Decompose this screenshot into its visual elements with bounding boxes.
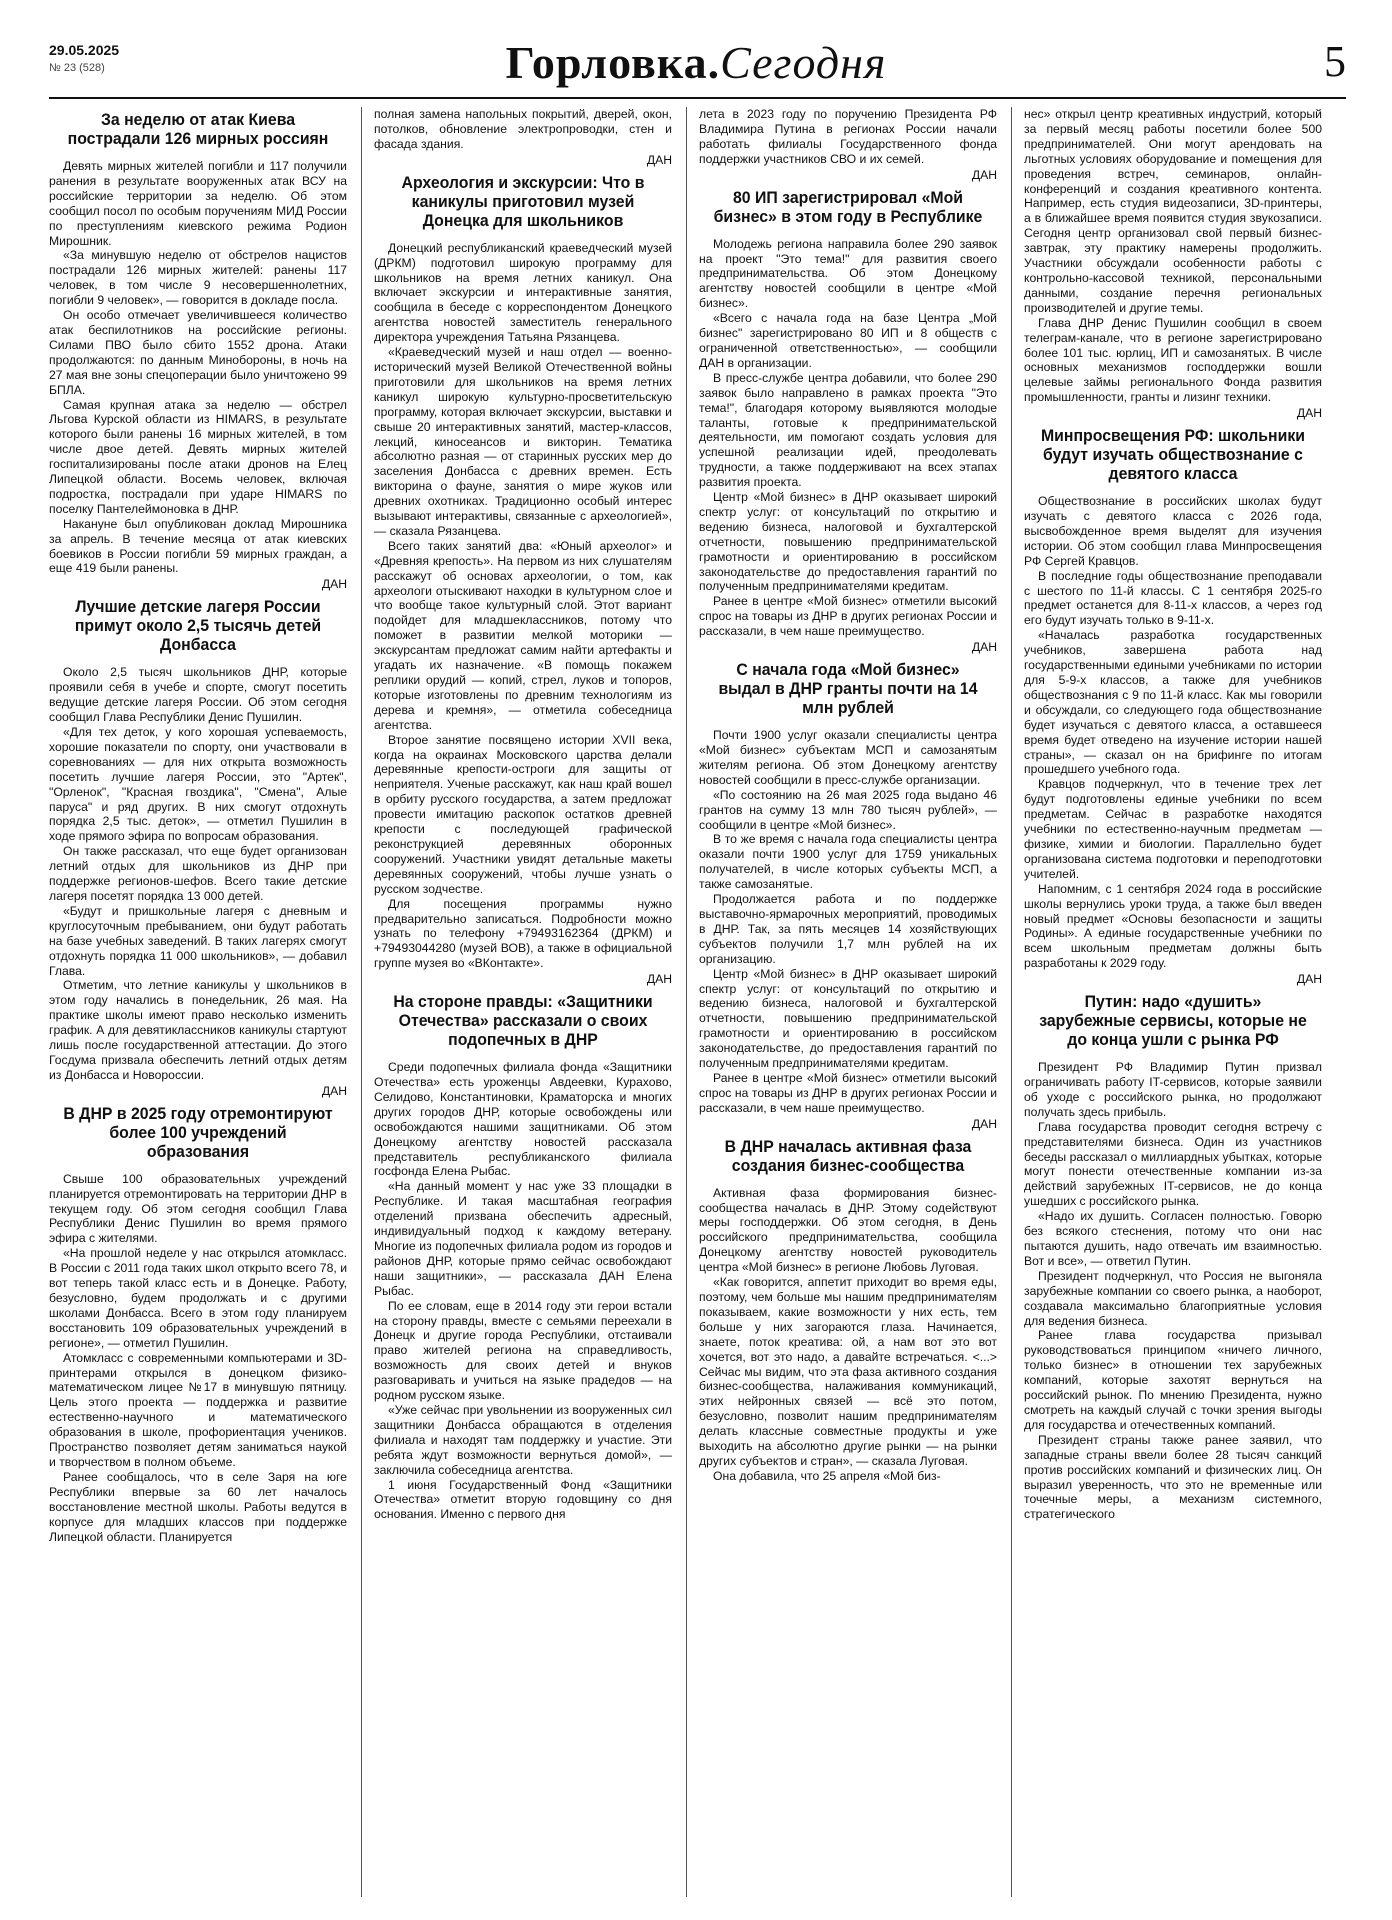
article-paragraph: По ее словам, еще в 2014 году эти герои встали на сторону правды, вместе с семьями переехали в Донецк и другие города Республики, отстаивали право жителей региона на справедливость, возможность для своих детей и внуков разговаривать и учиться на языке прадедов — на родном русском языке.: [374, 1298, 672, 1403]
article: [1024, 107, 1322, 421]
article-paragraph: Ранее в центре «Мой бизнес» отметили высокий спрос на товары из ДНР в других регионах России и рассказали, в чем наше преимущество.: [699, 1070, 997, 1115]
article-paragraph: «Как говорится, аппетит приходит во время еды, поэтому, чем больше мы нашим предпринимателям показываем, какие возможности у них есть, тем больше у них загораются глаза. Начинается, знаете, поток креатива: ой, а нам вот это вот хочется, вот это надо, а давайте встречаться. <...> Сейчас мы видим, что эта фаза активного создания бизнес-сообщества, налаживания коммуникаций, этих нейронных связей — всё это потом, безусловно, позволит нашим предпринимателям делать классные совместные продукты и уже выходить на абсолютно другие рынки — на рынки других субъектов и стран», — сказала Луговая.: [699, 1275, 997, 1468]
article: [374, 174, 672, 987]
article-paragraph: Обществознание в российских школах будут изучать с девятого класса с 2026 года, высвобожденное время выделят для изучения истории. Об этом сообщил глава Минпросвещения РФ Сергей Кравцов.: [1024, 494, 1322, 568]
article-paragraph: Продолжается работа и по поддержке выставочно-ярмарочных мероприятий, проводимых в ДНР. Так, за пять месяцев 14 хозяйствующих субъектов получили 1,7 млн рублей на их организацию.: [699, 892, 997, 966]
article-paragraph: Глава государства проводит сегодня встречу с представителями бизнеса. Один из участников беседы рассказал о миллиардных убытках, которые могут понести отечественные компании из-за действий зарубежных IT-сервисов, не до конца ушедших с российского рынка.: [1024, 1119, 1322, 1209]
article-paragraph: «Уже сейчас при увольнении из вооруженных сил защитники Донбасса обращаются в отделения филиала и находят там поддержку и участие. Эти ребята ждут возможности вернуться домой», — заключила собеседница агентства.: [374, 1402, 672, 1477]
article-paragraph: «Началась разработка государственных учебников, завершена работа над государственными едиными учебниками по истории для 5-9-х классов, а также для учебников обществознания с 9 по 11-й класс. Как мы говорили и обсуждали, со следующего года обществознание будет изучаться с девятого класса, а оставшееся время будет отведено на изучение истории нашей страны», — сказал он на брифинге по итогам прошедшего учебного года.: [1024, 628, 1322, 777]
article-paragraph: «Для тех деток, у кого хорошая успеваемость, хорошие показатели по спорту, они участвовали в соревнованиях — для них открыта возможность посетить лучшие лагеря России, это "Артек", "Орленок", "Красная гвоздика", "Смена", Алые паруса" и ряд других. В них смогут отдохнуть порядка 2,5 тыс. деток», — отметил Пушилин в ходе прямого эфира по вопросам образования.: [49, 725, 347, 844]
article-paragraph: Ранее глава государства призывал руководствоваться принципом «ничего личного, только бизнес» в отношении тех зарубежных компаний, которые захотят вернуться на российский рынок. По мнению Президента, нужно смотреть на каждый случай с точки зрения выгоды для государства и отечественных компаний.: [1024, 1328, 1322, 1432]
article-source: ДАН: [1296, 406, 1322, 421]
article-headline: Лучшие детские лагеря России примут около 2,5 тысячь детей Донбасса: [74, 598, 322, 655]
article-paragraph: «Надо их душить. Согласен полностью. Говорю без всякого стеснения, потому что они нас пытаются душить, надо отвечать им взаимностью. Вот и все», — ответил Путин.: [1024, 1209, 1322, 1268]
column-divider: [361, 107, 362, 1897]
spacer: [49, 1544, 347, 1554]
article: [49, 111, 347, 592]
article-paragraph: Девять мирных жителей погибли и 117 получили ранения в результате вооруженных атак ВСУ на российские территории за неделю. Об этом сообщил посол по особым поручениям МИД России по преступлениям киевского режима Родион Мирошник.: [49, 159, 347, 248]
article-paragraph: «За минувшую неделю от обстрелов нацистов пострадали 126 мирных жителей: ранены 117 человек, в том числе 9 несовершеннолетних, погибли 9 человек», — говорится в докладе посла.: [49, 248, 347, 308]
article-source: ДАН: [321, 577, 347, 592]
page-number: 5: [1324, 37, 1346, 86]
article-paragraph: Активная фаза формирования бизнес-сообщества началась в ДНР. Этому содействуют меры господдержки. Об этом сегодня, в День российского предпринимательства, сообщила Донецкому агентству новостей руководитель центра «Мой бизнес» в регионе Любовь Луговая.: [699, 1185, 997, 1275]
article-paragraph: Около 2,5 тысяч школьников ДНР, которые проявили себя в учебе и спорте, смогут посетить ведущие детские лагеря России. Об этом сегодня сообщил Глава Республики Денис Пушилин.: [49, 665, 347, 725]
article-headline: В ДНР началась активная фаза создания бизнес-сообщества: [724, 1137, 972, 1175]
article-paragraph: полная замена напольных покрытий, дверей, окон, потолков, обновление электропроводки, стен и фасада здания.: [374, 107, 672, 151]
spacer: [1024, 1522, 1322, 1532]
issue-number: № 23 (528): [49, 62, 105, 74]
column-divider: [1011, 107, 1012, 1897]
newspaper-title: [0, 36, 1392, 89]
column-2: [374, 107, 672, 1897]
article-headline: С начала года «Мой бизнес» выдал в ДНР гранты почти на 14 млн рублей: [718, 661, 978, 718]
article-paragraph: Накануне был опубликован доклад Мирошника за апрель. В течение месяца от атак киевских боевиков в России погибли 59 мирных граждан, а еще 419 были ранены.: [49, 516, 347, 576]
article-paragraph: Президент подчеркнул, что Россия не выгоняла зарубежные компании со своего рынка, а наоборот, создавала максимально благоприятные условия для ведения бизнеса.: [1024, 1268, 1322, 1328]
article: [49, 598, 347, 1098]
article-paragraph: Глава ДНР Денис Пушилин сообщил в своем телеграм-канале, что в регионе зарегистрировано более 101 тыс. юрлиц, ИП и самозанятых. В числе основных механизмов господдержки вошли целевые займы регионального Фонда развития промышленности, гранты и лизинг техники.: [1024, 315, 1322, 405]
issue-date: 29.05.2025: [49, 42, 120, 58]
column-1: [49, 107, 347, 1897]
article-source: ДАН: [321, 1083, 347, 1098]
spacer: [374, 1522, 672, 1532]
article-paragraph: лета в 2023 году по поручению Президента РФ Владимира Путина в регионах России начали работать филиалы Государственного фонда поддержки участников СВО и их семей.: [699, 107, 997, 166]
article-paragraph: Второе занятие посвящено истории XVII века, когда на окраинах Московского царства делали деревянные крепости-остроги для защиты от неприятеля. Ученые расскажут, как наш край вошел в орбиту русского государства, а затем предложат провести имитацию раскопок остатков древней крепости с последующей графической реконструкцией деревянных оборонных сооружений. Участники увидят детальные макеты деревянных сооружений, чтобы лучше узнать о русском зодчестве.: [374, 732, 672, 896]
article: [374, 993, 672, 1532]
article-paragraph: Самая крупная атака за неделю — обстрел Льгова Курской области из HIMARS, в результате которого были ранены 16 мирных жителей, в том числе двое детей. Девять мирных жителей госпитализированы после атаки дронов на Елец Липецкой области. Восемь человек, включая подростка, пострадали при ударе HIMARS по поселку Пантелеймоновка в ДНР.: [49, 397, 347, 516]
article: [374, 107, 672, 168]
article-source: ДАН: [646, 972, 672, 987]
article-paragraph: Центр «Мой бизнес» в ДНР оказывает широкий спектр услуг: от консультаций по открытию и ведению бизнеса, налоговой и бухгалтерской отчетности, повышению предпринимательской грамотности и ориентированию в российском законодательстве, до предоставления гарантий по полученным предпринимателями кредитам.: [699, 966, 997, 1071]
article-paragraph: Кравцов подчеркнул, что в течение трех лет будут подготовлены единые учебники по всем предметам. Сейчас в разработке находятся учебники по естественно-научным предметам — физике, химии и биологии. Параллельно будет организована система подготовки и переподготовки учителей.: [1024, 777, 1322, 881]
article-source: ДАН: [646, 152, 672, 167]
article-source: ДАН: [971, 167, 997, 182]
article: [699, 661, 997, 1132]
article-paragraph: Президент РФ Владимир Путин призвал ограничивать работу IT-сервисов, которые заявили об уходе с российского рынка, но продолжают получать здесь прибыль.: [1024, 1060, 1322, 1119]
article-paragraph: «Всего с начала года на базе Центра „Мой бизнес" зарегистрировано 80 ИП и 8 обществ с ограниченной ответственностью», — сообщили ДАН в организации.: [699, 311, 997, 370]
column-3: [699, 107, 997, 1897]
article: [699, 189, 997, 655]
article-paragraph: «На данный момент у нас уже 33 площадки в Республике. И такая масштабная география отделений призвана обеспечить адресный, индивидуальный подход к каждому ветерану. Многие из подопечных филиала родом из городов и районов ДНР, которые прямо сейчас освобождают наши защитники», — рассказала ДАН Елена Рыбас.: [374, 1179, 672, 1298]
article: [49, 1105, 347, 1555]
article-headline: Археология и экскурсии: Что в каникулы приготовил музей Донецка для школьников: [401, 173, 645, 230]
column-4: [1024, 107, 1322, 1897]
article-paragraph: Напомним, с 1 сентября 2024 года в российские школы вернулись уроки труда, а также был введен новый предмет «Основы безопасности и защиты Родины». А единые государственные учебники по всем школьным предметам должны быть разработаны к 2029 году.: [1024, 881, 1322, 971]
article-headline: Минпросвещения РФ: школьники будут изучать обществознание с девятого класса: [1040, 427, 1305, 484]
article-paragraph: В пресс-службе центра добавили, что более 290 заявок было направлено в рамках проекта "Это тема!", благодаря которому выявляются молодые таланты, готовые к предпринимательской деятельности, им помогают создать условия для успешной реализации идей, преодолевать трудности, а также поддерживают на всех этапах развития проекта.: [699, 370, 997, 490]
article-headline: Путин: надо «душить» зарубежные сервисы, которые не до конца ушли с рынка РФ: [1039, 993, 1307, 1050]
article-headline: На стороне правды: «Защитники Отечества» рассказали о своих подопечных в ДНР: [393, 993, 653, 1050]
article-paragraph: Почти 1900 услуг оказали специалисты центра «Мой бизнес» субъектам МСП и самозанятым жителям региона. Об этом Донецкому агентству новостей сообщили в пресс-службе организации.: [699, 728, 997, 787]
article-headline: За неделю от атак Киева пострадали 126 мирных россиян: [67, 111, 329, 148]
article-paragraph: Центр «Мой бизнес» в ДНР оказывает широкий спектр услуг: от консультаций по открытию и ведению бизнеса, налоговой и бухгалтерской отчетности, повышению предпринимательской грамотности и ориентированию в российском законодательстве до предоставления гарантий по полученным предпринимателями кредитам.: [699, 490, 997, 594]
article-paragraph: Среди подопечных филиала фонда «Защитники Отечества» есть уроженцы Авдеевки, Курахово, Селидово, Константиновки, Краматорска и многих других городов ДНР, которые освобождены или освобождаются нашими защитниками. Об этом Донецкому агентству новостей рассказала представитель республиканского филиала госфонда Елена Рыбас.: [374, 1060, 672, 1179]
article-paragraph: Молодежь региона направила более 290 заявок на проект "Это тема!" для развития своего предпринимательства. Об этом Донецкому агентству новостей сообщили в центре «Мой бизнес».: [699, 236, 997, 311]
article-paragraph: Отметим, что летние каникулы у школьников в этом году начались в понедельник, 26 мая. На практике школы имеют право несколько изменить график. А для девятиклассников каникулы стартуют лишь после государственной аттестации. До этого Госдума призвала обеспечить летний отдых детям из Донбасса и Новороссии.: [49, 978, 347, 1082]
article: [699, 1138, 997, 1494]
article-paragraph: Донецкий республиканский краеведческий музей (ДРКМ) подготовил широкую программу для школьников на время летних каникул. Она включает экскурсии и интерактивные занятия, сообщила в беседе с корреспондентом Донецкого агентства новостей заместитель генерального директора учреждения Татьяна Рязанцева.: [374, 240, 672, 345]
header-rule: [49, 97, 1346, 99]
article: [699, 107, 997, 183]
article-paragraph: 1 июня Государственный Фонд «Защитники Отечества» отметит вторую годовщину со дня основания. Именно с первого дня: [374, 1477, 672, 1522]
article-paragraph: «Будут и пришкольные лагеря с дневным и круглосуточным пребыванием, они будут работать на базе учебных заведений. В таких лагерях смогут отдохнуть порядка 11 000 школьников», — добавил Глава.: [49, 903, 347, 978]
article-headline: 80 ИП зарегистрировал «Мой бизнес» в этом году в Республике: [713, 188, 983, 226]
article-source: ДАН: [971, 1116, 997, 1131]
article-headline: В ДНР в 2025 году отремонтируют более 100 учреждений образования: [63, 1104, 333, 1161]
article-paragraph: нес» открыл центр креативных индустрий, который за первый месяц работы посетили более 500 предпринимателей. Они могут арендовать на льготных условиях оборудование и помещения для проведения встреч, семинаров, онлайн-конференций и создания креативного контента. Например, есть студия видеозаписи, 3D-принтеры, а в ближайшее время появится студия звукозаписи. Сегодня центр организовал свой первый бизнес-завтрак, эту практику намерены продолжить. Участники обсуждали особенности работы с контрольно-кассовой техникой, персональными данными, создание перечня региональных производителей и другие темы.: [1024, 107, 1322, 315]
title-main: Горловка.: [505, 37, 721, 88]
article-source: ДАН: [1296, 972, 1322, 987]
article-paragraph: «На прошлой неделе у нас открылся атомкласс. В России с 2011 года таких школ открыто всего 78, и вот теперь такой класс есть и в Донецке. Работу, безусловно, будем продолжать и с другими школами Донбасса. Всего в этом году планируем восстановить 109 образовательных учреждений в регионе», — отметил Пушилин.: [49, 1246, 347, 1350]
spacer: [699, 1484, 997, 1494]
article-paragraph: В то же время с начала года специалисты центра оказали почти 1900 услуг для 1759 уникальных получателей, в числе которых субъекты МСП, а также самозанятые.: [699, 832, 997, 892]
article-paragraph: Ранее сообщалось, что в селе Заря на юге Республики впервые за 60 лет началось восстановление местной школы. Работы ведутся в корпусе для младших классов при поддержке Липецкой области. Планируется: [49, 1469, 347, 1544]
article-paragraph: Атомкласс с современными компьютерами и 3D-принтерами открылся в донецком физико-математическом лицее №17 в минувшую пятницу. Цель этого проекта — поддержка и развитие естественно-научного и математического образования в школе, профориентация учеников. Пространство позволяет детям заниматься наукой и творчеством в полном объеме.: [49, 1350, 347, 1469]
article-paragraph: Ранее в центре «Мой бизнес» отметили высокий спрос на товары из ДНР в других регионах России и рассказали, в чем наше преимущество.: [699, 594, 997, 639]
column-divider: [686, 107, 687, 1897]
article-paragraph: «По состоянию на 26 мая 2025 года выдано 46 грантов на сумму 13 млн 780 тысяч рублей», — сообщили в центре «Мой бизнес».: [699, 787, 997, 832]
article-paragraph: Она добавила, что 25 апреля «Мой биз-: [713, 1468, 941, 1483]
article-paragraph: Президент страны также ранее заявил, что западные страны ввели более 28 тысяч санкций против российских компаний и физических лиц. Он выразил уверенность, что это не временные или точечные меры, а механизм системного, стратегического: [1024, 1432, 1322, 1522]
article-paragraph: В последние годы обществознание преподавали с шестого по 11-й классы. С 1 сентября 2025-го предмет останется для 8-11-х классов, а через год его будут изучать только в 9-11-х.: [1024, 568, 1322, 628]
article-paragraph: «Краеведческий музей и наш отдел — военно-исторический музей Великой Отечественной войны приготовили для школьников на время летних каникул широкую культурно-просветительскую программу, которая включает экскурсии, выставки и свыше 20 интерактивных занятий, мастер-классов, лекций, киносеансов и викторин. Тематика абсолютно разная — от старинных русских мер до заселения Донбасса с древних времен. Есть викторина о фауне, занятия о мире жуков или древних охотниках. Традиционно особый интерес вызывают интерактивы, связанные с археологией», — сказала Рязанцева.: [374, 345, 672, 538]
article: [1024, 993, 1322, 1532]
article-paragraph: Он также рассказал, что еще будет организован летний отдых для школьников из ДНР при поддержке регионов-шефов. Всего такие детские лагеря посетят порядка 13 000 детей.: [49, 844, 347, 903]
article-paragraph: Для посещения программы нужно предварительно записаться. Подробности можно узнать по телефону +79493162364 (ДРКМ) и +79493044280 (музей ВОВ), а также в официальной группе музея во «ВКонтакте».: [374, 896, 672, 971]
title-italic: Сегодня: [720, 37, 887, 88]
article-paragraph: Он особо отмечает увеличившееся количество атак беспилотников на российские регионы. Силами ПВО было сбито 1552 дрона. Атаки продолжаются: по данным Минобороны, в ночь на 27 мая вне зоны спецоперации было уничтожено 99 БПЛА.: [49, 308, 347, 397]
article-paragraph: Всего таких занятий два: «Юный археолог» и «Древняя крепость». На первом из них слушателям расскажут об основах археологии, о том, как археологи отыскивают находки в культурном слое и что вообще такое культурный слой. Этот вариант подойдет для младшеклассников, потому что поможет в развитии мелкой моторики — экскурсантам предложат самим найти артефакты и угадать их назначение. «В помощь покажем реплики орудий — копий, стрел, луков и топоров, которые изготовлены по древним технологиям из дерева и кремня», — отметила собеседница агентства.: [374, 538, 672, 732]
article-source: ДАН: [971, 640, 997, 655]
article-paragraph: Свыше 100 образовательных учреждений планируется отремонтировать на территории ДНР в текущем году. Об этом сегодня сообщил Глава Республики Денис Пушилин во время прямого эфира с жителями.: [49, 1171, 347, 1246]
article: [1024, 427, 1322, 987]
